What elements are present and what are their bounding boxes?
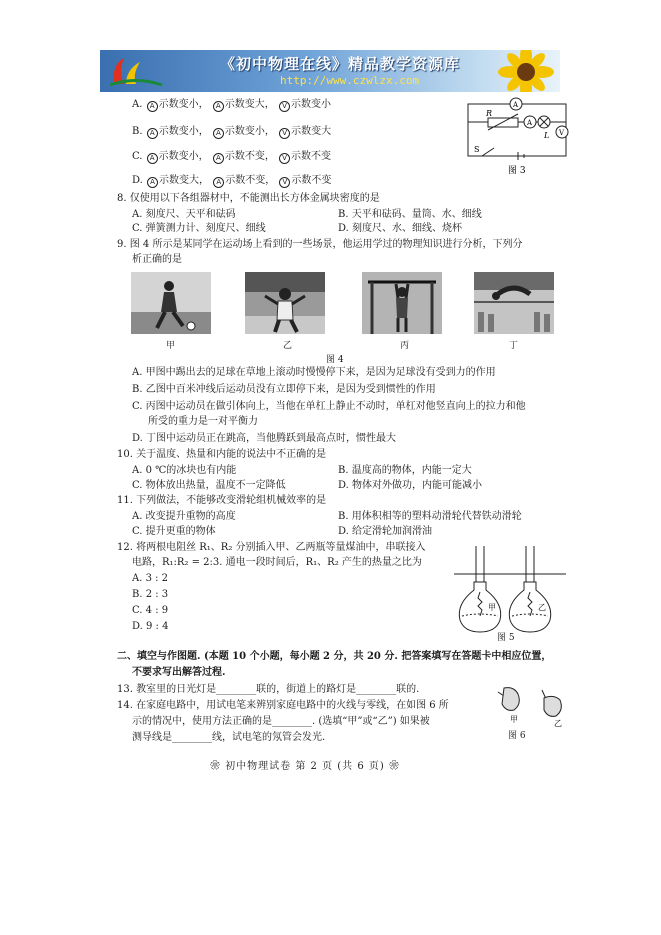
svg-text:乙: 乙	[538, 603, 546, 612]
q11-option-b: B. 用体积相等的塑料动滑轮代替铁动滑轮	[338, 511, 522, 522]
q12-stem-line1: 12. 将两根电阻丝 R₁、R₂ 分别插入甲、乙两瓶等量煤油中，串联接入	[117, 542, 426, 553]
q14-line3: 测导线是________线，试电笔的氖管会发光.	[132, 732, 326, 743]
header-url[interactable]: http://www.czwlzx.com	[280, 74, 420, 87]
q11-stem: 11. 下列做法，不能够改变滑轮组机械效率的是	[117, 495, 327, 506]
q14-line1: 14. 在家庭电路中，用试电笔来辨别家庭电路中的火线与零线，在如图 6 所	[117, 700, 449, 711]
q12-option-a: A. 3 : 2	[132, 573, 169, 584]
q10-option-b: B. 温度高的物体，内能一定大	[338, 465, 472, 476]
photo-pullup	[362, 272, 442, 334]
photo-label-bing: 丙	[400, 341, 410, 351]
q11-option-d: D. 给定滑轮加润滑油	[338, 526, 433, 537]
figure-5-bottles	[454, 542, 566, 640]
q9-option-b: B. 乙图中百米冲线后运动员没有立即停下来，是因为受到惯性的作用	[132, 384, 436, 395]
figure-6-test-pens	[494, 680, 574, 728]
svg-text:L: L	[544, 131, 550, 140]
q7-option-d: D. A 示数变大， A 示数不变， V 示数不变	[132, 175, 332, 186]
figure-3-circuit	[462, 94, 572, 176]
photo-label-yi: 乙	[283, 341, 293, 351]
photo-soccer	[131, 272, 211, 334]
svg-text:S: S	[474, 145, 480, 154]
header-title: 《初中物理在线》精品教学资源库	[220, 55, 461, 73]
figure-6-label: 图 6	[508, 731, 526, 741]
figure-5-label: 图 5	[497, 633, 515, 643]
q8-option-b: B. 天平和砝码、量筒、水、细线	[338, 209, 482, 220]
svg-text:甲: 甲	[488, 603, 496, 612]
q10-option-a: A. 0 ℃的冰块也有内能	[132, 465, 237, 476]
q12-stem-line2: 电路，R₁:R₂ = 2:3. 通电一段时间后，R₁、R₂ 产生的热量之比为	[132, 557, 422, 568]
svg-text:乙: 乙	[554, 719, 562, 728]
figure-4-label: 图 4	[326, 355, 344, 365]
q7-option-b: B. A 示数变小， A 示数变小， V 示数变大	[132, 126, 332, 137]
q10-stem: 10. 关于温度、热量和内能的说法中不正确的是	[117, 449, 327, 460]
q9-option-c-cont: 所受的重力是一对平衡力	[148, 416, 258, 427]
q9-option-d: D. 丁图中运动员正在跳高，当他腾跃到最高点时，惯性最大	[132, 433, 397, 444]
photo-sprint	[245, 272, 325, 334]
svg-text:A: A	[527, 119, 533, 127]
q9-option-c: C. 丙图中运动员在做引体向上，当他在单杠上静止不动时，单杠对他竖直向上的拉力和他	[132, 401, 526, 412]
header-banner	[100, 50, 560, 92]
q10-option-d: D. 物体对外做功，内能可能减小	[338, 480, 483, 491]
svg-text:V: V	[559, 129, 565, 137]
photo-highjump	[474, 272, 554, 334]
q12-option-c: C. 4 : 9	[132, 605, 169, 616]
q11-option-a: A. 改变提升重物的高度	[132, 511, 236, 522]
q8-option-d: D. 刻度尺、水、细线、烧杯	[338, 223, 463, 234]
q8-option-a: A. 刻度尺、天平和砝码	[132, 209, 236, 220]
sunflower-icon	[486, 50, 556, 92]
q8-option-c: C. 弹簧测力计、刻度尺、细线	[132, 223, 266, 234]
svg-text:R: R	[486, 109, 493, 118]
q7-option-a: A. A 示数变小， A 示数变大， V 示数变小	[132, 99, 331, 110]
q7-option-c: C. A 示数变小， A 示数不变， V 示数不变	[132, 151, 332, 162]
q9-stem-line1: 9. 图 4 所示是某同学在运动场上看到的一些场景，他运用学过的物理知识进行分析，下列分	[117, 239, 523, 250]
svg-text:图 3: 图 3	[508, 166, 526, 176]
q11-option-c: C. 提升更重的物体	[132, 526, 216, 537]
photo-label-ding: 丁	[509, 341, 519, 351]
q9-stem-line2: 析正确的是	[132, 254, 182, 265]
q12-option-b: B. 2 : 3	[132, 589, 169, 600]
page-footer: ❀ 初中物理试卷 第 2 页 (共 6 页) ❀	[210, 761, 400, 772]
section-2-heading: 二、填空与作图题. (本题 10 个小题，每小题 2 分，共 20 分. 把答案填写在答题卡中相应位置，	[117, 651, 552, 662]
photo-label-jia: 甲	[166, 341, 176, 351]
logo-icon	[106, 54, 166, 88]
svg-text:甲: 甲	[510, 715, 518, 724]
q9-option-a: A. 甲图中踢出去的足球在草地上滚动时慢慢停下来，是因为足球没有受到力的作用	[132, 367, 496, 378]
q12-option-d: D. 9 : 4	[132, 621, 169, 632]
q10-option-c: C. 物体放出热量，温度不一定降低	[132, 480, 286, 491]
svg-text:A: A	[513, 101, 519, 109]
section-2-heading-cont: 不要求写出解答过程.	[132, 667, 226, 678]
q14-line2: 示的情况中，使用方法正确的是________. (选填“甲”或“乙”) 如果被	[132, 716, 430, 727]
q8-stem: 8. 仅使用以下各组器材中，不能测出长方体金属块密度的是	[117, 193, 380, 204]
q13-text: 13. 教室里的日光灯是________联的，街道上的路灯是________联的.	[117, 684, 420, 695]
